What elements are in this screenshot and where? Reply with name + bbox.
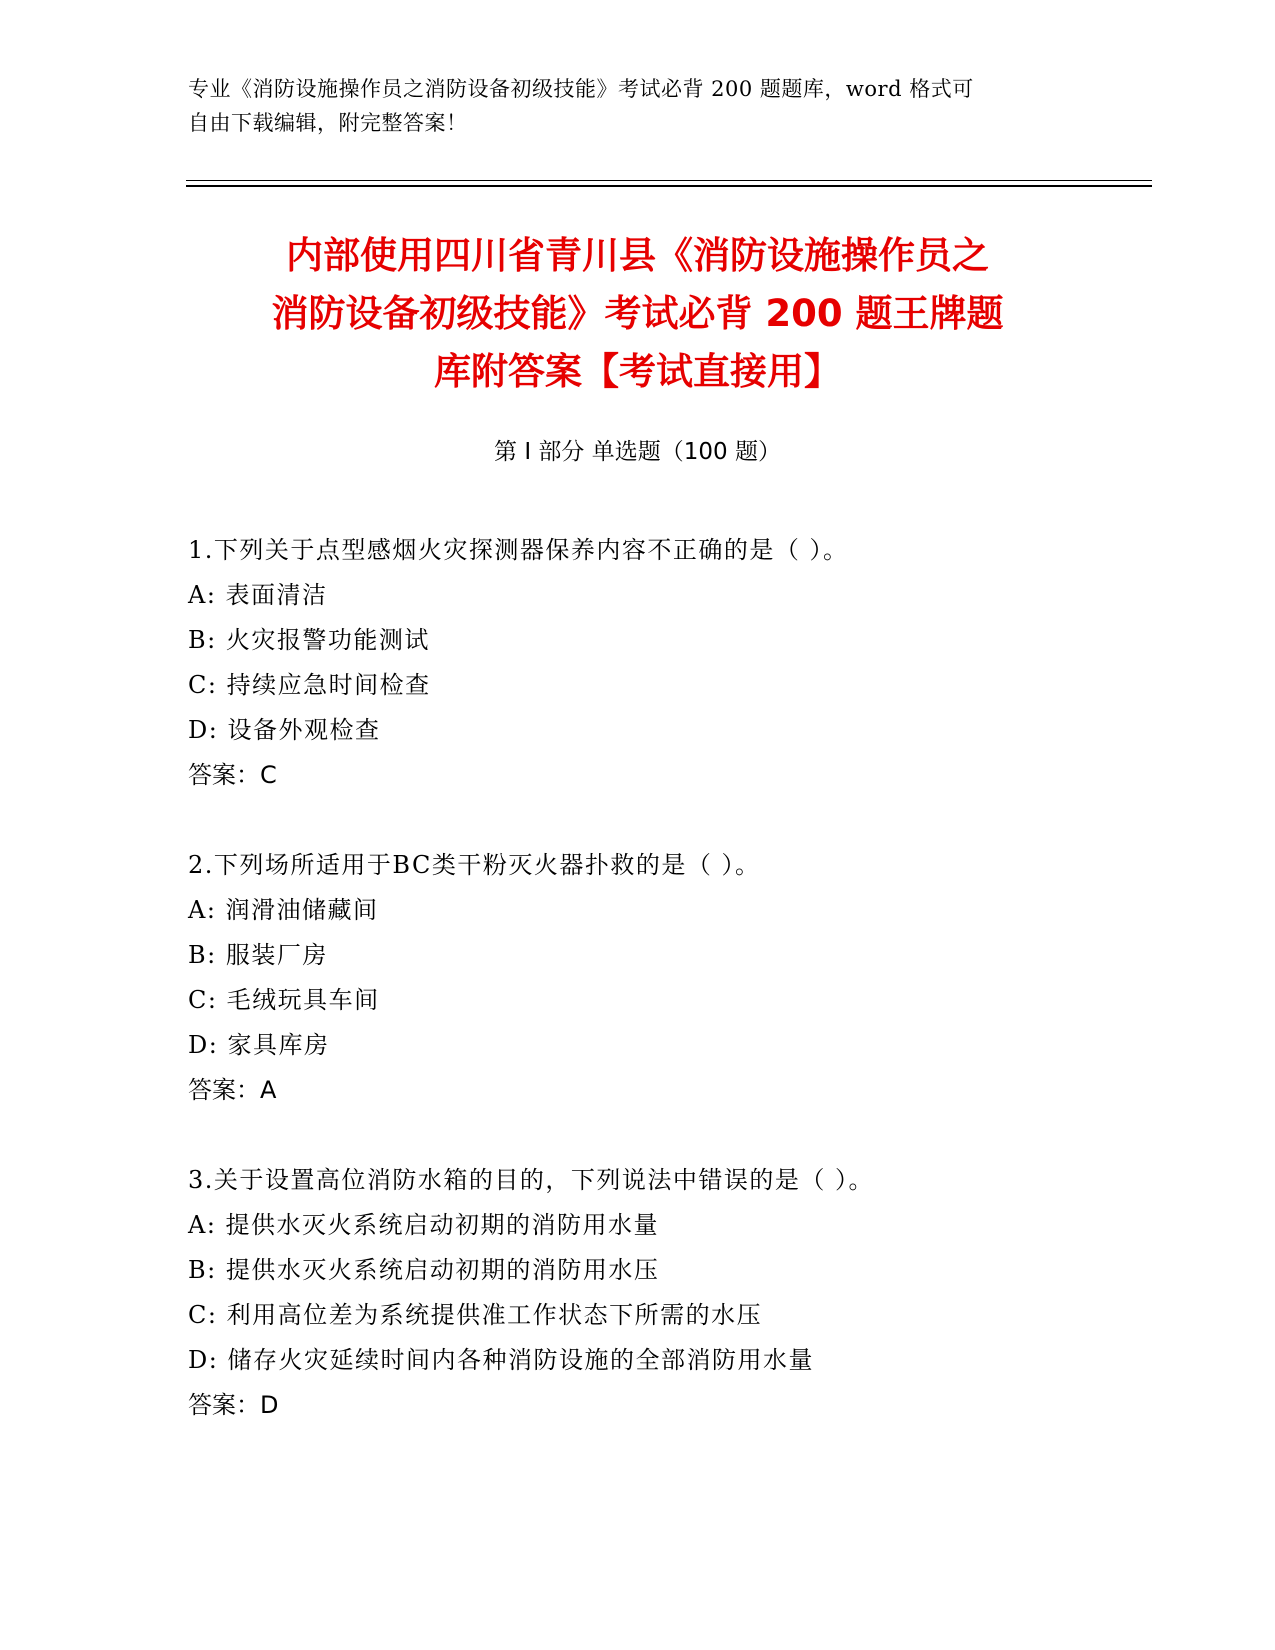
intro-line: 专业《消防设施操作员之消防设备初级技能》考试必背 200 题题库，word 格式可: [188, 77, 974, 101]
document-title: [150, 227, 1125, 401]
option-d: D: 储存火灾延续时间内各种消防设施的全部消防用水量: [188, 1346, 814, 1374]
question-list: [188, 528, 1138, 1473]
section-heading: 第 I 部分 单选题（100 题）: [494, 439, 781, 465]
question-item: [188, 843, 1138, 1113]
option-c: C: 利用高位差为系统提供准工作状态下所需的水压: [188, 1301, 763, 1329]
intro-text: [188, 72, 1088, 140]
option-c: C: 持续应急时间检查: [188, 671, 431, 699]
question-stem: 3.关于设置高位消防水箱的目的，下列说法中错误的是（ ）。: [188, 1166, 875, 1194]
header-divider-thin: [186, 180, 1152, 181]
option-b: B: 提供水灭火系统启动初期的消防用水压: [188, 1256, 660, 1284]
question-item: [188, 1158, 1138, 1428]
option-a: A: 润滑油储藏间: [188, 896, 379, 924]
answer-text: 答案：A: [188, 1076, 277, 1104]
option-b: B: 服装厂房: [188, 941, 328, 969]
answer-text: 答案：D: [188, 1391, 279, 1419]
question-stem: 1.下列关于点型感烟火灾探测器保养内容不正确的是（ ）。: [188, 536, 849, 564]
answer-text: 答案：C: [188, 761, 277, 789]
title-line: 库附答案【考试直接用】: [434, 350, 841, 393]
title-line: 内部使用四川省青川县《消防设施操作员之: [286, 234, 989, 277]
option-a: A: 表面清洁: [188, 581, 328, 609]
option-d: D: 家具库房: [188, 1031, 330, 1059]
question-item: [188, 528, 1138, 798]
option-a: A: 提供水灭火系统启动初期的消防用水量: [188, 1211, 660, 1239]
header-divider-thick: [186, 185, 1152, 187]
intro-line: 自由下载编辑，附完整答案！: [188, 111, 468, 135]
question-stem: 2.下列场所适用于BC类干粉灭火器扑救的是（ ）。: [188, 851, 761, 879]
option-b: B: 火灾报警功能测试: [188, 626, 430, 654]
option-d: D: 设备外观检查: [188, 716, 381, 744]
title-line: 消防设备初级技能》考试必背 200 题王牌题: [271, 292, 1004, 335]
option-c: C: 毛绒玩具车间: [188, 986, 380, 1014]
